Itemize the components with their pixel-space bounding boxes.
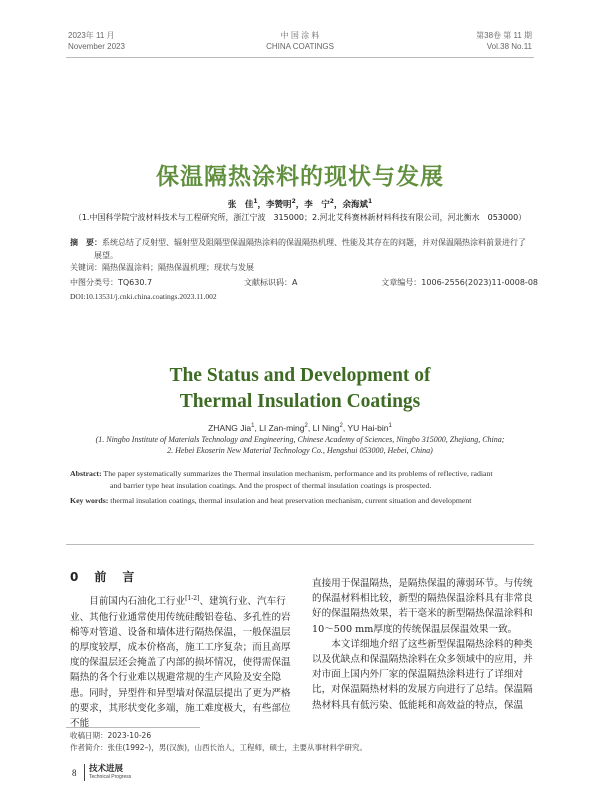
affiliation-en (66, 434, 534, 456)
abstract-en (70, 468, 532, 492)
keywords-en-label: Key words: (70, 496, 109, 505)
affiliation-cn: （1.中国科学院宁波材料技术与工程研究所，浙江宁波 315000；2.河北艾科赛林新材料科技有限公司，河北衡水 053000） (73, 213, 527, 222)
title-en-line1: The Status and Development of (169, 365, 431, 386)
right-paragraph-2: 本文详细地介绍了这些新型保温隔热涂料的种类以及优缺点和保温隔热涂料在众多领域中的应用，并对市面上国内外厂家的保温隔热涂料进行了详细对比，对保温隔热材料的发展方向进行了总结。保温隔热材料具有低污染、低能耗和高效益的特点，保温 (312, 638, 533, 711)
author-en-3: , LI Ning (307, 423, 340, 433)
author-cn-1-sup: 1 (253, 198, 258, 206)
authors-cn (0, 198, 600, 210)
received-date: 收稿日期：2023-10-26 (70, 731, 152, 740)
left-p1-b: 、建筑行业、汽车行业、其他行业通常使用传统硅酸铝卷毡、多孔性的岩棉等对管道、设备和墙体进行隔热保温，一般保温层的厚度较厚，成本价格高，施工工序复杂；而且高厚度的保温层还会掩盖了内部的损坏情况，使得需保温隔热的各个行业难以规避常规的生产风险及安全隐患。同时，异型件和异型墙对保温层提出了更为严格的要求，其形状变化多端，施工难度极大，有些部位不能 (70, 596, 291, 730)
author-cn-3: ，李 宁 (295, 200, 330, 210)
author-cn-4: ，余海斌 (333, 200, 368, 210)
left-p1-ref: [1-2] (185, 595, 200, 603)
header-date-cn: 2023年 11 月 (68, 31, 115, 40)
footnote (70, 730, 367, 754)
header-journal-cn: 中 国 涂 料 (280, 31, 320, 40)
author-cn-2: ，李赞明 (257, 200, 292, 210)
title-cn: 保温隔热涂料的现状与发展 (156, 164, 444, 190)
abstract-cn-line1: 系统总结了反射型、辐射型及阻隔型保温隔热涂料的保温隔热机理、性能及其存在的问题，并对保温隔热涂料前景进行了 (102, 238, 526, 247)
author-en-3-sup: 2 (339, 423, 343, 430)
section-heading: 0 前 言 (70, 570, 137, 584)
left-p1-a: 目前国内石油化工行业 (89, 596, 186, 608)
author-en-2-sup: 2 (304, 423, 308, 430)
article-number: 文章编号：1006-2556(2023)11-0008-08 (381, 278, 538, 287)
keywords-en (70, 496, 471, 505)
title-en (0, 363, 600, 415)
affiliation-en-line2: 2. Hebei Ekoserin New Material Technology Co., Hengshui 053000, Hebei, China) (167, 446, 433, 455)
header-volume (476, 30, 532, 52)
author-en-4: , YU Hai-bin (342, 423, 389, 433)
header-volume-cn: 第38卷 第 11 期 (476, 31, 532, 40)
column-tag-en: Technical Progress (89, 774, 132, 780)
left-paragraph-1 (70, 591, 292, 731)
author-cn-3-sup: 2 (329, 198, 334, 206)
column-tag (84, 764, 131, 781)
author-en-1: ZHANG Jia (208, 423, 252, 433)
abstract-en-label: Abstract: (70, 469, 102, 478)
author-cn-4-sup: 1 (367, 198, 373, 206)
body-rule (66, 544, 534, 545)
author-en-4-sup: 1 (388, 423, 392, 430)
abstract-cn (70, 236, 538, 262)
abstract-en-line1: The paper systematically summarizes the Thermal insulation mechanism, performance and its problems of reflective, radiant (101, 469, 493, 478)
header-date-en: November 2023 (68, 42, 125, 51)
author-cn-2-sup: 2 (291, 198, 296, 206)
column-tag-cn: 技术进展 (89, 764, 124, 774)
clc-number: 中图分类号：TQ630.7 (70, 278, 153, 287)
authors-en (0, 423, 600, 433)
author-en-2: , LI Zan-ming (254, 423, 305, 433)
right-paragraph-1: 直接用于保温隔热，是隔热保温的薄弱环节。与传统的保温材料相比较，新型的隔热保温涂料具有非常良好的保温隔热效果，若干毫米的新型隔热保温涂料和10～500 mm厚度的传统保温层保温效果一致。 (312, 578, 533, 635)
header-volume-en: Vol.38 No.11 (486, 42, 532, 51)
body-right-column (312, 576, 534, 713)
header-rule (66, 57, 534, 58)
doi: DOI:10.13531/j.cnki.china.coatings.2023.11.002 (70, 292, 217, 301)
author-cn-1: 张 佳 (227, 200, 254, 210)
abstract-en-line2: and barrier type heat insulation coatings. And the prospect of thermal insulation coatings is prospected. (110, 481, 432, 490)
keywords-cn: 关键词：隔热保温涂料；隔热保温机理；现状与发展 (70, 263, 254, 272)
header-journal-en: CHINA COATINGS (266, 42, 334, 51)
author-bio: 作者简介：张佳(1992–)，男(汉族)，山西长治人，工程师，硕士，主要从事材料学研究。 (70, 743, 368, 752)
affiliation-en-line1: (1. Ningbo Institute of Materials Technology and Engineering, Chinese Academy of Sciences, Ningbo 315000, Zhejiang, China; (95, 435, 505, 444)
document-code: 文献标识码：A (244, 278, 298, 287)
page-number: 8 (72, 768, 77, 778)
title-en-line2: Thermal Insulation Coatings (179, 391, 421, 412)
abstract-cn-label: 摘 要： (70, 238, 102, 247)
abstract-cn-line2: 展望。 (94, 251, 118, 260)
author-en-1-sup: 1 (251, 423, 255, 430)
footnote-rule (66, 727, 200, 728)
keywords-en-text: thermal insulation coatings, thermal insulation and heat preservation mechanism, current situation and development (108, 496, 472, 505)
body-left-column (70, 570, 292, 731)
